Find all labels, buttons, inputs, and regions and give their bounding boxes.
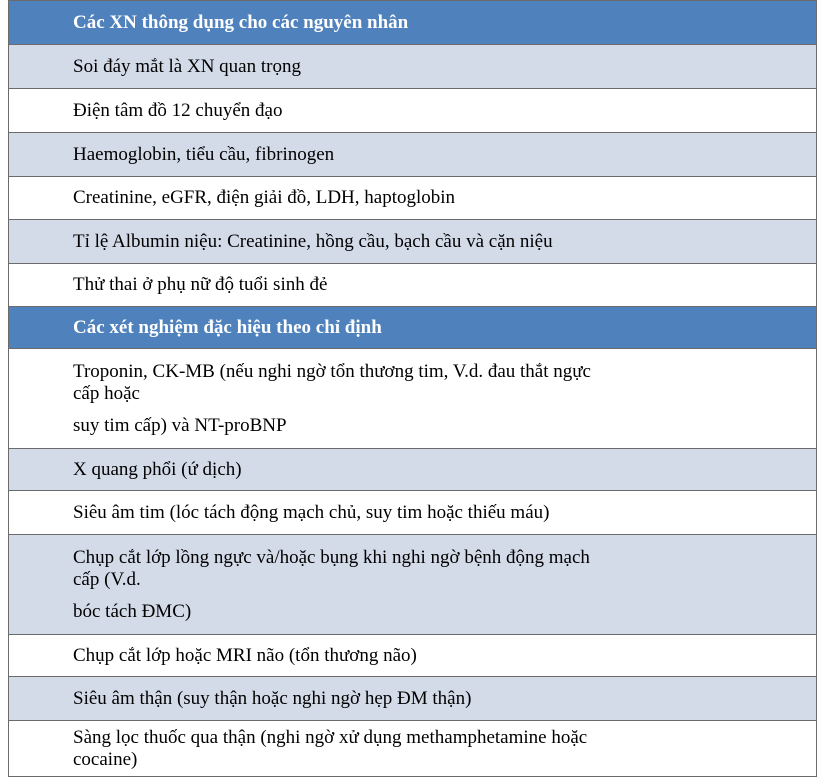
table-cell: [9, 721, 817, 777]
table-row: [9, 89, 817, 133]
table-cell: Siêu âm tim (lóc tách động mạch chủ, suy tim hoặc thiếu máu): [9, 491, 817, 535]
table-cell: Creatinine, eGFR, điện giải đồ, LDH, haptoglobin: [9, 177, 817, 220]
investigations-table: [8, 0, 817, 777]
cell-line: bóc tách ĐMC): [73, 600, 192, 622]
table-row: [9, 635, 817, 677]
cell-line: cocaine): [73, 748, 138, 770]
table-row: [9, 264, 817, 307]
table-cell: Thử thai ở phụ nữ độ tuổi sinh đẻ: [9, 264, 817, 307]
cell-line: suy tim cấp) và NT-proBNP: [73, 414, 287, 436]
table-row: [9, 177, 817, 220]
table-row: [9, 133, 817, 177]
table-row: [9, 535, 817, 635]
table-row: [9, 220, 817, 264]
cell-line: Sàng lọc thuốc qua thận (nghi ngờ xử dụng methamphetamine hoặc: [73, 726, 588, 748]
table-header-row: [9, 1, 817, 45]
table-row: [9, 677, 817, 721]
table-header-row: [9, 307, 817, 349]
cell-line: cấp (V.d.: [73, 568, 141, 590]
table-cell: Chụp cắt lớp hoặc MRI não (tổn thương não): [9, 635, 817, 677]
table-cell: Siêu âm thận (suy thận hoặc nghi ngờ hẹp ĐM thận): [9, 677, 817, 721]
table-cell: [9, 535, 817, 635]
table-row: [9, 721, 817, 777]
table-row: [9, 491, 817, 535]
table-cell: X quang phổi (ứ dịch): [9, 449, 817, 491]
table-cell: Tỉ lệ Albumin niệu: Creatinine, hồng cầu, bạch cầu và cặn niệu: [9, 220, 817, 264]
table-cell: Soi đáy mắt là XN quan trọng: [9, 45, 817, 89]
table-cell: Điện tâm đồ 12 chuyển đạo: [9, 89, 817, 133]
section-header-specific: Các xét nghiệm đặc hiệu theo chỉ định: [9, 307, 817, 349]
table-cell: Haemoglobin, tiểu cầu, fibrinogen: [9, 133, 817, 177]
table-row: [9, 45, 817, 89]
cell-line: Troponin, CK-MB (nếu nghi ngờ tổn thương tim, V.d. đau thắt ngực: [73, 360, 591, 382]
table-row: [9, 349, 817, 449]
table-row: [9, 449, 817, 491]
cell-line: cấp hoặc: [73, 382, 140, 404]
table-cell: [9, 349, 817, 449]
cell-line: Chụp cắt lớp lồng ngực và/hoặc bụng khi nghi ngờ bệnh động mạch: [73, 546, 590, 568]
section-header-common: Các XN thông dụng cho các nguyên nhân: [9, 1, 817, 45]
